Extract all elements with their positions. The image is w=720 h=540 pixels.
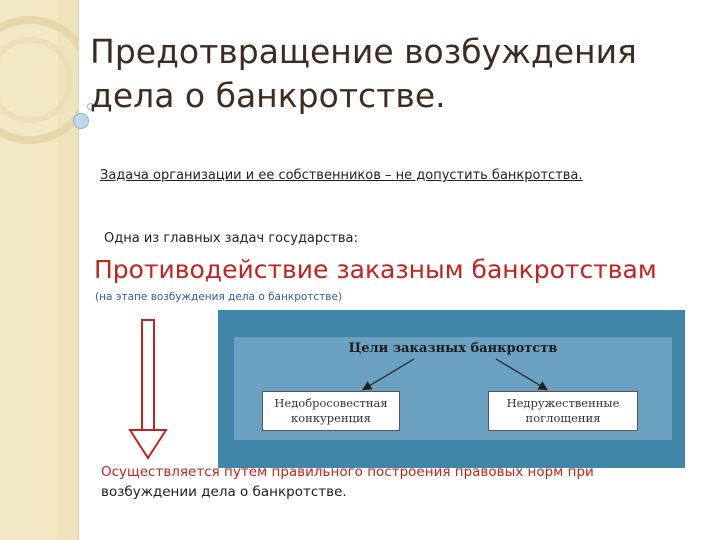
diagram-panel — [234, 337, 672, 440]
bottom-text-line2: возбуждении дела о банкротстве. — [101, 484, 347, 500]
bullet-dot-icon — [73, 113, 89, 129]
bottom-text-line1: Осуществляется путем правильного построения правовых норм при — [101, 464, 594, 480]
left-decorative-band — [0, 0, 78, 540]
government-task-text: Одна из главных задач государства: — [104, 231, 358, 246]
diagram-title: Цели заказных банкротств — [348, 341, 558, 356]
bottom-text — [101, 462, 661, 502]
left-band-stripe — [58, 0, 79, 540]
down-arrow-icon — [128, 318, 168, 460]
task-text: Задача организации и ее собственников – не допустить банкротства. — [100, 168, 583, 183]
hostile-takeover-box: Недружественные поглощения — [488, 391, 638, 431]
slide-title: Предотвращение возбуждения дела о банкротстве. — [90, 32, 637, 115]
subnote: (на этапе возбуждения дела о банкротстве) — [95, 291, 343, 303]
headline: Противодействие заказным банкротствам — [94, 255, 657, 284]
unfair-competition-box: Недобросовестная конкуренция — [262, 391, 400, 431]
goals-diagram — [218, 310, 685, 468]
arrow-right — [496, 359, 546, 389]
arrow-left — [364, 359, 414, 389]
